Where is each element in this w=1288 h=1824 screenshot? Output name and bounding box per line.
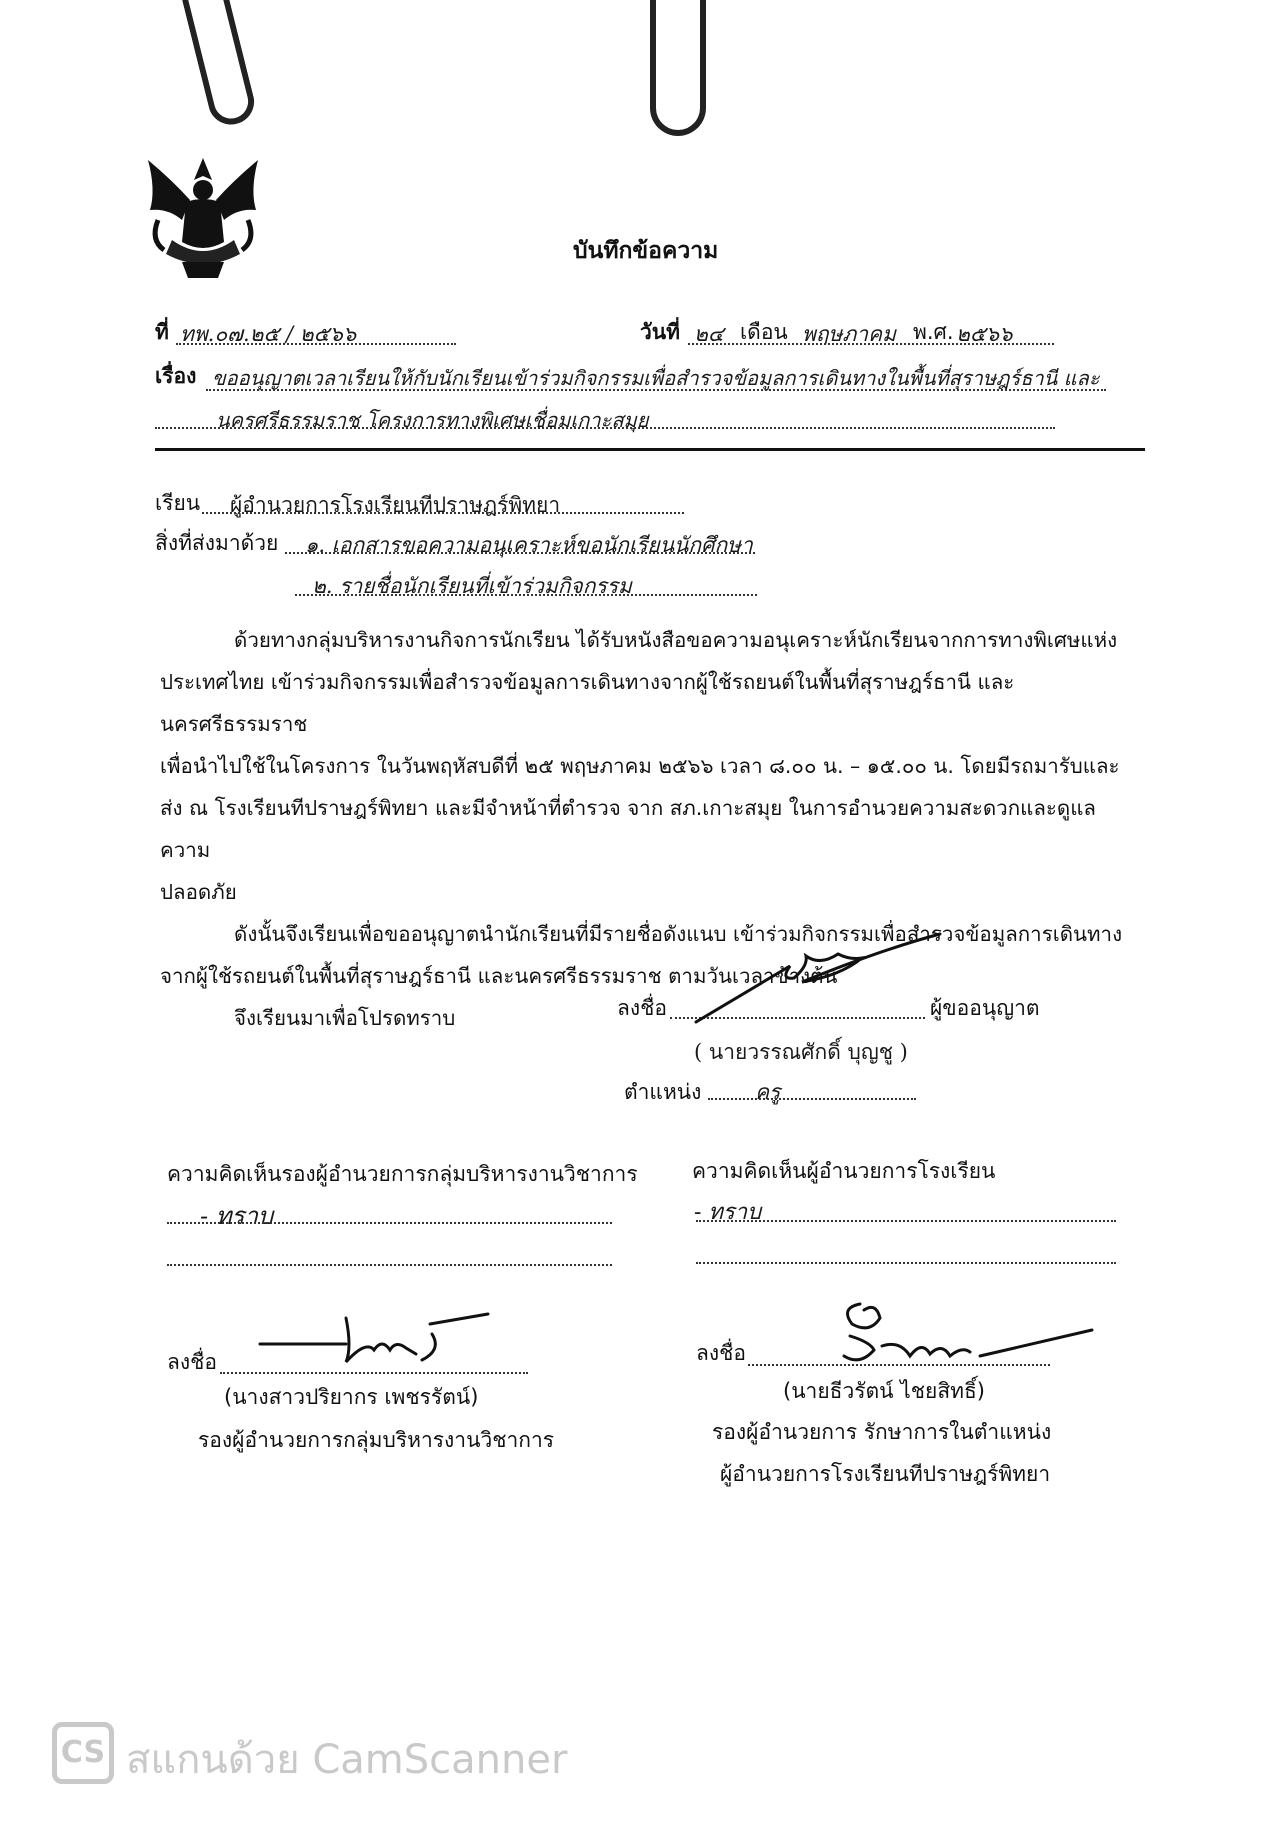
director-comment: - ทราบ — [694, 1200, 762, 1225]
requester-name: ( นายวรรณศักดิ์ บุญชู ) — [694, 1040, 908, 1064]
requester-signature-icon — [690, 930, 950, 1034]
enclosure-dotted-line-1 — [285, 552, 755, 554]
to-value: ผู้อำนวยการโรงเรียนทีปราษฎร์พิทยา — [230, 493, 561, 517]
closing-line: จึงเรียนมาเพื่อโปรดทราบ — [234, 1006, 456, 1030]
ref-dotted-line — [176, 343, 456, 345]
subject-dotted-line1 — [206, 389, 1106, 391]
director-signature-icon — [830, 1290, 1100, 1384]
to-dotted-line — [202, 512, 684, 514]
para1-line1: ด้วยทางกลุ่มบริหารงานกิจการนักเรียน ได้รับหนังสือขอความอนุเคราะห์นักเรียนจากการทางพิเศษแห่ง — [234, 628, 1118, 652]
requester-role: ผู้ขออนุญาต — [930, 996, 1040, 1020]
deputy-dotted-line-2 — [167, 1264, 612, 1266]
paper-clip-left — [179, 0, 259, 129]
to-label: เรียน — [155, 491, 201, 515]
para1-line4: ส่ง ณ โรงเรียนทีปราษฎร์พิทยา และมีจำหน้าที่ตำรวจ จาก สภ.เกาะสมุย ในการอำนวยความสะดวกและดูแลความ — [160, 796, 1096, 862]
enclosure-item-2: ๒. รายชื่อนักเรียนที่เข้าร่วมกิจกรรม — [312, 574, 632, 598]
deputy-dotted-line-1 — [167, 1222, 612, 1224]
enclosures-label: สิ่งที่ส่งมาด้วย — [155, 531, 279, 555]
year-label: พ.ศ. — [913, 320, 954, 344]
deputy-title: รองผู้อำนวยการกลุ่มบริหารงานวิชาการ — [198, 1428, 555, 1452]
deputy-name: (นางสาวปริยากร เพชรรัตน์) — [224, 1385, 479, 1409]
header-divider — [155, 448, 1145, 451]
subject-line2: นครศรีธรรมราช โครงการทางพิเศษเชื่อมเกาะสมุย — [216, 408, 649, 432]
ref-value: ทพ.๐๗.๒๕ / ๒๕๖๖ — [180, 322, 357, 346]
director-dotted-line-1 — [696, 1220, 1116, 1222]
director-sign-label: ลงชื่อ — [696, 1341, 746, 1365]
enclosure-item-1: ๑. เอกสารขอความอนุเคราะห์ขอนักเรียนนักศึกษา — [305, 533, 753, 557]
month-label: เดือน — [740, 320, 788, 344]
camscanner-logo-icon: CS — [52, 1722, 114, 1784]
enclosure-dotted-line-2 — [295, 594, 757, 596]
camscanner-watermark: สแกนด้วย CamScanner — [126, 1737, 568, 1783]
deputy-signature-icon — [256, 1304, 496, 1378]
memo-title: บันทึกข้อความ — [573, 238, 719, 264]
garuda-emblem-icon — [142, 150, 264, 286]
paper-clip-right — [650, 0, 706, 136]
deputy-opinion-heading: ความคิดเห็นรองผู้อำนวยการกลุ่มบริหารงานวิชาการ — [167, 1162, 638, 1186]
ref-label: ที่ — [155, 320, 169, 344]
director-name: (นายธีวรัตน์ ไชยสิทธิ์) — [783, 1379, 985, 1403]
date-dotted-line — [688, 343, 1054, 345]
subject-line1: ขออนุญาตเวลาเรียนให้กับนักเรียนเข้าร่วมกิจกรรมเพื่อสำรวจข้อมูลการเดินทางในพื้นที่สุราษฎร์ธานี และ — [212, 366, 1100, 390]
para1-line5: ปลอดภัย — [160, 880, 237, 904]
year-value: ๒๕๖๖ — [956, 322, 1013, 346]
para1-line3: เพื่อนำไปใช้ในโครงการ ในวันพฤหัสบดีที่ ๒๕ พฤษภาคม ๒๕๖๖ เวลา ๘.๐๐ น. – ๑๕.๐๐ น. โดยมีรถมารับและ — [160, 754, 1120, 778]
subject-label: เรื่อง — [155, 364, 197, 388]
deputy-sign-label: ลงชื่อ — [167, 1350, 217, 1374]
director-dotted-line-2 — [696, 1262, 1116, 1264]
director-opinion-heading: ความคิดเห็นผู้อำนวยการโรงเรียน — [692, 1159, 996, 1183]
position-value: ครู — [755, 1080, 781, 1104]
deputy-comment: - ทราบ — [200, 1202, 274, 1230]
requester-sign-label: ลงชื่อ — [617, 996, 667, 1020]
subject-dotted-line2 — [155, 427, 1055, 429]
position-label: ตำแหน่ง — [624, 1080, 702, 1104]
date-day: ๒๔ — [694, 322, 724, 346]
para2-line2: จากผู้ใช้รถยนต์ในพื้นที่สุราษฎร์ธานี และนครศรีธรรมราช ตามวันเวลาข้างต้น — [160, 964, 838, 988]
date-label: วันที่ — [640, 320, 680, 344]
month-value: พฤษภาคม — [802, 322, 896, 346]
position-dotted-line — [708, 1098, 916, 1100]
director-title-line1: รองผู้อำนวยการ รักษาการในตำแหน่ง — [712, 1420, 1052, 1444]
director-title-line2: ผู้อำนวยการโรงเรียนทีปราษฎร์พิทยา — [720, 1462, 1051, 1486]
para1-line2: ประเทศไทย เข้าร่วมกิจกรรมเพื่อสำรวจข้อมูลการเดินทางจากผู้ใช้รถยนต์ในพื้นที่สุราษฎร์ธานี และนครศรีธรรมราช — [160, 670, 1015, 736]
para2-line1: ดังนั้นจึงเรียนเพื่อขออนุญาตนำนักเรียนที่มีรายชื่อดังแนบ เข้าร่วมกิจกรรมเพื่อสำรวจข้อมูลการเดินทาง — [234, 922, 1123, 946]
body-text — [160, 619, 1145, 1039]
